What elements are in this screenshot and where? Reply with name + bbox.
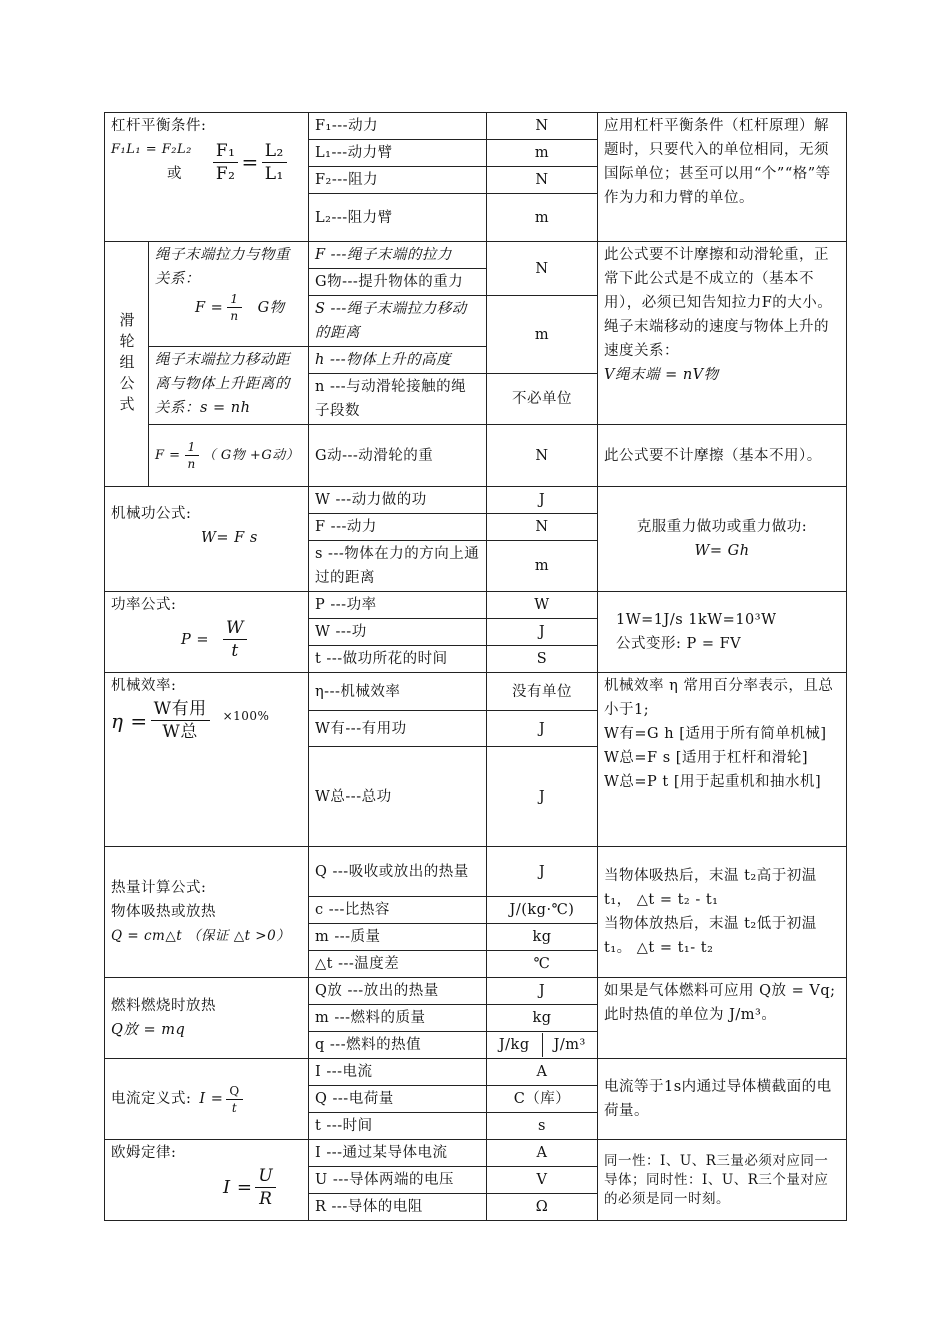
pulley-dist-cell [149,347,309,425]
current-formula-cell [105,1059,309,1140]
heat-note-cell [598,847,847,978]
lever-note: 应用杠杆平衡条件（杠杆原理）解题时，只要代入的单位相同，无须国际单位；甚至可以用“个”“格”等作为力和力臂的单位。 [598,113,847,242]
lever-formula: F₁L₁ = F₂L₂ [111,142,192,157]
power-sym-3: t ---做功所花的时间 [309,646,487,673]
ohm-unit-2: V [487,1167,598,1194]
work-note-cell [598,487,847,592]
efficiency-lhs: η = [111,708,148,733]
efficiency-unit-3: J [487,747,598,847]
lever-formula-cell: 杠杆平衡条件: F₁L₁ = F₂L₂ 或 $\frac{\text{F₁}}{\text{F₂}}$ = $\frac{\text{L₂}}{\text{L₁}}$ [105,113,309,242]
heat-title: 热量计算公式: [111,880,207,896]
efficiency-title: 机械效率: [111,678,177,694]
lever-unit-2: m [487,140,598,167]
power-title: 功率公式: [111,597,177,613]
pulley-sym-5: n ---与动滑轮接触的绳子段数 [309,374,487,425]
current-title: 电流定义式: [111,1091,192,1107]
lever-row [105,113,847,140]
ohm-sym-1: I ---通过某导体电流 [309,1140,487,1167]
fuel-formula-cell [105,978,309,1059]
efficiency-note-1: 机械效率 η 常用百分率表示，且总小于1; [604,678,834,718]
heat-formula: Q = cm△t （保证 △t >0） [111,928,291,944]
fuel-sym-1: Q放 ---放出的热量 [309,978,487,1005]
fuel-sym-2: m ---燃料的质量 [309,1005,487,1032]
pulley-sym-1: F ---绳子末端的拉力 [309,242,487,269]
pulley-dist-text: 绳子末端拉力移动距离与物体上升距离的关系： [155,352,290,416]
lever-or: 或 [167,166,182,182]
efficiency-note-2: W有=G h [适用于所有简单机械] [604,726,827,742]
ohm-note: 同一性：I、U、R三量必须对应同一导体；同时性：I、U、R三个量对应的必须是同一时刻。 [598,1140,847,1221]
current-sym-2: Q ---电荷量 [309,1086,487,1113]
pulley-note-cell [598,242,847,425]
pulley-sym-4: h ---物体上升的高度 [309,347,487,374]
heat-sym-2: c ---比热容 [309,897,487,924]
heat-sym-3: m ---质量 [309,924,487,951]
power-formula-cell [105,592,309,673]
fuel-note-cell [598,978,847,1059]
pulley-note-2: 绳子末端移动的速度与物体上升的速度关系： [604,319,829,359]
lever-fraction-f: $\frac{\text{F₁}}{\text{F₂}}$ [213,140,239,185]
pulley-row2-sym: G动---动滑轮的重 [309,425,487,487]
lever-fraction-l: $\frac{\text{L₂}}{\text{L₁}}$ [262,140,287,185]
pulley-formula2-rest: （ G物 +G动） [202,447,300,463]
work-unit-1: J [487,487,598,514]
heat-sub: 物体吸热或放热 [111,904,216,920]
heat-note-2: 当物体放热后，末温 t₂低于初温 t₁。 △t = t₁- t₂ [604,916,817,956]
work-sym-3: s ---物体在力的方向上通过的距离 [309,541,487,592]
heat-sym-1: Q ---吸收或放出的热量 [309,847,487,897]
pulley-row2-unit: N [487,425,598,487]
current-unit-3: s [487,1113,598,1140]
pulley-group-label-cell [105,242,149,487]
work-note: 克服重力做功或重力做功: [636,519,808,535]
fuel-unit-3 [487,1032,598,1059]
pulley-unit-m: m [487,296,598,374]
current-unit-2: C（库） [487,1086,598,1113]
efficiency-note-cell [598,673,847,847]
ohm-formula-cell [105,1140,309,1221]
heat-unit-2: J/(kg·℃) [487,897,598,924]
fuel-unit-2: kg [487,1005,598,1032]
power-unit-3: S [487,646,598,673]
fuel-formula: Q放 = mq [111,1022,186,1038]
pulley-dist-formula: s = nh [200,400,251,416]
pulley-group-label: 滑轮组公式 [117,311,136,417]
lever-unit-4: m [487,194,598,242]
efficiency-unit-2: J [487,711,598,747]
fuel-sym-3: q ---燃料的热值 [309,1032,487,1059]
current-sym-3: t ---时间 [309,1113,487,1140]
pulley-force-cell [149,242,309,347]
power-unit-1: W [487,592,598,619]
power-sym-2: W ---功 [309,619,487,646]
work-formula-cell [105,487,309,592]
power-note: 1W=1J/s 1kW=10³W [616,612,777,628]
power-note-cell [598,592,847,673]
pulley-unit-n: N [487,242,598,296]
heat-formula-cell [105,847,309,978]
heat-note: 当物体吸热后，末温 t₂高于初温 t₁， △t = t₂ - t₁ [604,868,817,908]
lever-title: 杠杆平衡条件: [111,118,207,134]
pulley-note: 此公式要不计摩擦和动滑轮重，正常下此公式是不成立的（基本不用），必须已知告知拉力F的大小。 [604,247,833,311]
lever-sym-4: L₂---阻力臂 [309,194,487,242]
current-lhs: I = [199,1091,224,1107]
efficiency-formula-cell [105,673,309,847]
current-fraction: $\frac{Q}{t}$ [226,1083,242,1116]
heat-sym-4: △t ---温度差 [309,951,487,978]
ohm-unit-1: A [487,1140,598,1167]
formula-table-sheet [104,112,846,1221]
efficiency-sym-2: W有---有用功 [309,711,487,747]
power-unit-2: J [487,619,598,646]
pulley-force-g: G物 [257,299,285,316]
pulley-note-3: V绳末端 = nV物 [604,367,719,383]
lever-sym-2: L₁---动力臂 [309,140,487,167]
work-note-2: W= Gh [694,543,750,559]
fuel-unit-3a: J/kg [498,1037,530,1053]
pulley-note-b: 此公式要不计摩擦（基本不用）。 [598,425,847,487]
heat-unit-4: ℃ [487,951,598,978]
ohm-lhs: I = [223,1176,253,1198]
fuel-note-2: 此时热值的单位为 J/m³。 [604,1007,777,1023]
work-unit-2: N [487,514,598,541]
heat-unit-1: J [487,847,598,897]
pulley-sym-2: G物---提升物体的重力 [309,269,487,296]
work-formula: W= F s [201,530,258,546]
fuel-note: 如果是气体燃料可应用 Q放 = Vq; [604,983,836,999]
current-sym-1: I ---电流 [309,1059,487,1086]
pulley-unit-5: 不必单位 [487,374,598,425]
pulley-formula2-cell [149,425,309,487]
ohm-unit-3: Ω [487,1194,598,1221]
lever-unit-3: N [487,167,598,194]
fuel-unit-1: J [487,978,598,1005]
power-note-2: 公式变形: P = FV [616,636,742,652]
fuel-unit-3b: J/m³ [542,1033,598,1057]
work-unit-3: m [487,541,598,592]
power-lhs: P = [181,631,210,648]
formula-table [104,112,847,1221]
efficiency-note-4: W总=P t [用于起重机和抽水机] [604,774,822,790]
efficiency-fraction: $\frac{\text{W有用}}{\text{W总}}$ [151,698,210,743]
ohm-title: 欧姆定律: [111,1145,177,1161]
pulley-force-text: 绳子末端拉力与物重关系： [155,247,290,287]
heat-unit-3: kg [487,924,598,951]
work-sym-1: W ---动力做的功 [309,487,487,514]
pulley-formula2-fraction: $\frac{1}{n}$ [185,439,199,472]
efficiency-sym-1: η---机械效率 [309,673,487,711]
efficiency-unit-1: 没有单位 [487,673,598,711]
power-sym-1: P ---功率 [309,592,487,619]
ohm-fraction: $\frac{U}{R}$ [255,1165,276,1210]
pulley-force-f: F = [195,299,224,316]
pulley-force-fraction: $\frac{1}{n}$ [227,291,241,324]
current-note: 电流等于1s内通过导体横截面的电荷量。 [598,1059,847,1140]
ohm-sym-2: U ---导体两端的电压 [309,1167,487,1194]
fuel-title: 燃料燃烧时放热 [111,998,216,1014]
ohm-sym-3: R ---导体的电阻 [309,1194,487,1221]
work-sym-2: F ---动力 [309,514,487,541]
lever-unit-1: N [487,113,598,140]
pulley-sym-3: S ---绳子末端拉力移动的距离 [309,296,487,347]
efficiency-note-3: W总=F s [适用于杠杆和滑轮] [604,750,809,766]
efficiency-sym-3: W总---总功 [309,747,487,847]
work-title: 机械功公式: [111,506,192,522]
lever-sym-1: F₁---动力 [309,113,487,140]
current-unit-1: A [487,1059,598,1086]
efficiency-tail: ×100% [222,709,270,723]
power-fraction: $\frac{W}{t}$ [223,617,247,662]
lever-sym-3: F₂---阻力 [309,167,487,194]
pulley-formula2-f: F = [155,447,181,463]
